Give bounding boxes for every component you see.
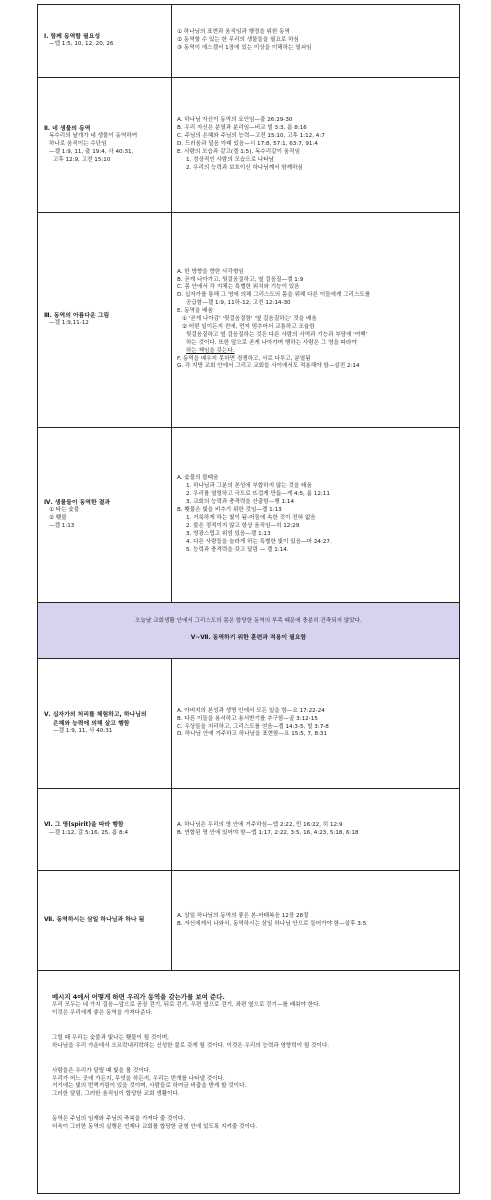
section-3-point: G. 각 지방 교회 안에서 그리고 교회들 사이에서도 적용해야 함—살전 2:14 bbox=[177, 363, 360, 370]
section-6-heading-cell bbox=[38, 789, 172, 870]
section-3-content-cell bbox=[172, 213, 459, 427]
section-1-title: Ⅰ. 함께 동역할 필요성 bbox=[44, 33, 101, 40]
section-2-point: C. 주님의 은혜와 주님의 능력—고전 15:10, 고후 1:12, 4:7 bbox=[177, 133, 325, 140]
section-2-reference: 고후 12:9, 고전 15:10 bbox=[53, 157, 111, 163]
section-2-point: E. 사람의 모습과 같고(겔 1:5), 독수리같이 움직임 bbox=[177, 148, 300, 155]
section-3-point: D. 십자가를 통해 그 영에 의해 그리스도의 몸을 위해 다른 이들에게 그리스도를 bbox=[177, 292, 371, 299]
section-row-2 bbox=[38, 78, 459, 213]
section-3-subpoint-continued: 뒷걸음질하고 옆 걸음질하는 것은 다른 사람의 사역과 기능과 부담에 '여백' bbox=[186, 331, 368, 338]
section-4-heading-cell bbox=[38, 428, 172, 602]
section-4-subpoint: 1. 거룩하게 하는 빛이 됨-어둠에 속한 것이 전혀 없음 bbox=[186, 515, 316, 521]
section-6-reference: —겔 1:12, 갈 5:16, 25, 롬 8:4 bbox=[49, 829, 129, 836]
closing-line: 사람들은 우리가 달릴 때 빛을 볼 것이다. bbox=[52, 1067, 151, 1074]
closing-line: 동역은 주님의 임재와 주님의 축복을 가져다 줄 것이다. bbox=[52, 1116, 186, 1123]
section-3-point: A. 한 방향을 향한 사각형임 bbox=[177, 268, 244, 275]
section-5-point: D. 하나님 안에 거주하고 하나님을 표현함—요 15:5, 7, 8:31 bbox=[177, 731, 328, 738]
section-row-5 bbox=[38, 659, 459, 789]
section-6-point: B. 연합된 영 안에 있어야 함—엡 1:17, 2:22, 3:5, 16, 4:23, 5:18, 6:18 bbox=[177, 829, 359, 836]
closing-line: 우리 모두는 네 가지 걸음—앞으로 곧장 걷기, 뒤로 걷기, 우편 옆으로 걷기, 좌편 옆으로 걷기—를 배워야 한다. bbox=[52, 1002, 321, 1008]
section-3-reference: —겔 1:9,11-12 bbox=[49, 320, 89, 327]
section-2-reference: —겔 1:9, 11, 출 19:4, 사 40:31, bbox=[49, 149, 134, 156]
section-1-point: ② 동역할 수 있는 한 무리의 생물들을 필요로 하심 bbox=[177, 37, 299, 44]
section-3-subpoint: ② 어떤 일이든지 전에, 먼저 멈추어서 교통하고 조율함 bbox=[182, 323, 315, 330]
section-4-subpoint: 5. 능력과 충격력을 갖고 달림 — 겔 1:14. bbox=[186, 546, 289, 553]
section-5-heading-cell bbox=[38, 659, 172, 788]
section-2-heading-cell bbox=[38, 78, 172, 212]
summary-banner bbox=[38, 603, 459, 659]
section-7-content-cell bbox=[172, 871, 459, 970]
section-2-point: B. 우리 자신은 분열과 분리임—비교 빌 3:3, 롬 8:16 bbox=[177, 125, 307, 132]
section-4-subpoint: 1. 하나님과 그분의 본성에 부합하지 않는 것을 태움 bbox=[186, 483, 312, 490]
section-5-reference: —겔 1:9, 11, 사 40:31 bbox=[53, 727, 113, 734]
section-row-1 bbox=[38, 5, 459, 78]
section-7-point: A. 삼일 하나님의 동역의 좋은 본-마태복음 12장 28절 bbox=[177, 912, 309, 919]
section-1-heading-cell bbox=[38, 5, 172, 77]
section-7-heading-cell bbox=[38, 871, 172, 970]
section-4-subpoint: 3. 교회의 능력과 충격력을 산출함—행 1:14 bbox=[186, 499, 295, 506]
section-7-point: B. 자신에게서 나와서, 동역하시는 삼일 하나님 안으로 들어가야 함—살후 3:5 bbox=[177, 920, 367, 927]
closing-line: 하나님을 우리 가운데서 오르락내리락하는 신성한 불로 갖게 될 것이다. 이것은 우리의 능력과 영향력이 될 것이다. bbox=[52, 1042, 330, 1049]
section-row-6 bbox=[38, 789, 459, 871]
section-6-title: Ⅵ. 그 영(spirit)을 따라 행함 bbox=[44, 822, 124, 829]
section-5-point: A. 아버지의 본성과 생명 안에서 모든 일을 함—요 17:22-24 bbox=[177, 707, 325, 714]
section-4-subpoint: 3. 영광스럽고 위엄 있음—겔 1:13 bbox=[186, 530, 271, 537]
section-3-subpoint-continued: 하는 것이다. 또한 앞으로 곧게 나아가며 행하는 사람은 그 영을 따라야 bbox=[186, 339, 357, 346]
closing-line: 더욱이 그러한 동역의 실행은 언제나 교회를 합당한 균형 안에 있도록 지켜줄 것이다. bbox=[52, 1124, 258, 1131]
section-4-point: B. 횃불은 빛을 비추기 위한 것임—겔 1:13 bbox=[177, 507, 282, 514]
section-5-content-cell bbox=[172, 659, 459, 788]
section-5-point: C. 우상들을 처리하고, 그리스도를 얻음—겔 14:3-5, 빌 3:7-8 bbox=[177, 723, 329, 730]
section-1-point: ① 하나님의 표현과 움직임과 행정을 위한 동역 bbox=[177, 29, 290, 36]
section-2-note: 독수리의 날개가 네 생물이 동역하여 bbox=[49, 133, 138, 140]
banner-statement: 오늘날 교회생활 안에서 그리스도의 몸은 합당한 동역의 부족 때문에 충분히 건축되지 않았다. bbox=[135, 618, 362, 625]
section-4-subpoint: 2. 불은 정적이지 않고 항상 움직임—히 12:29 bbox=[186, 522, 300, 529]
closing-line: 우리가 어느 곳에 가든지, 무엇을 하든지, 우리는 번개를 나타낼 것이다. bbox=[52, 1075, 225, 1082]
section-3-subpoint: ① '곧게 나아감' '뒷걸음질함' '옆 걸음질하는' 것을 배움 bbox=[182, 316, 317, 323]
section-6-content-cell bbox=[172, 789, 459, 870]
section-1-point: ③ 동역이 에스겔서 1장에 있는 이상을 이해하는 열쇠임 bbox=[177, 44, 312, 51]
section-row-3 bbox=[38, 213, 459, 428]
section-4-point: A. 숯불의 불태움 bbox=[177, 475, 219, 482]
section-4-subpoint: 2. 우리를 열렬하고 극도로 뜨겁게 만듦—게 4:5, 롬 12:11 bbox=[186, 491, 330, 498]
section-5-title-continued: 은혜와 능력에 의해 살고 행함 bbox=[53, 720, 130, 727]
section-2-note: 하나로 움직이는 수단임 bbox=[49, 141, 107, 148]
section-7-title: Ⅶ. 동역하시는 삼일 하나님과 하나 됨 bbox=[44, 917, 145, 924]
section-2-content-cell bbox=[172, 78, 459, 212]
section-2-point: D. 드러움과 덮음 아래 있음—시 17:8, 57:1, 63:7, 91:4 bbox=[177, 141, 318, 148]
section-4-reference: —겔 1:13 bbox=[49, 523, 75, 530]
section-6-point: A. 하나님은 우리의 영 안에 거주하심—엡 2:22, 민 16:22, 히 12:9 bbox=[177, 821, 343, 828]
closing-line: 이것은 우리에게 좋은 동역을 가져다준다. bbox=[52, 1009, 153, 1016]
closing-message bbox=[38, 971, 459, 1193]
section-row-4 bbox=[38, 428, 459, 603]
section-2-subpoint: 2. 우리의 능력과 보호이신 하나님께서 함께하심 bbox=[186, 164, 303, 171]
section-1-reference: —엡 1:5, 10, 12, 20, 26 bbox=[49, 41, 114, 48]
closing-heading: 메시지 4에서 어떻게 하면 우리가 동역을 갖는가를 보여 준다. bbox=[52, 993, 225, 1001]
closing-line: 거기에는 빛의 번쩍거림이 있을 것이며, 사람들로 하여금 비춤을 받게 할 것이다. bbox=[52, 1083, 247, 1090]
section-1-content-cell bbox=[172, 5, 459, 77]
closing-line: 그럴 때 우리는 숯불과 빛나는 횃불이 될 것이며, bbox=[52, 1034, 169, 1041]
section-5-point: B. 다른 이들을 용서하고 용서받기를 추구함—골 3:12-15 bbox=[177, 715, 318, 722]
section-4-item: ① 타는 숯불 bbox=[49, 507, 80, 514]
closing-line: 그러한 달림, 그러한 움직임이 합당한 교회 생활이다. bbox=[52, 1091, 180, 1098]
section-3-point: C. 몸 안에서 각 지체는 특별한 위치와 기능이 있음 bbox=[177, 284, 300, 291]
outline-table bbox=[37, 4, 460, 1194]
section-3-point: F. 동역을 배우지 못하면 경쟁하고, 서로 다투고, 분열됨 bbox=[177, 355, 311, 362]
section-2-title: Ⅱ. 네 생물의 동역 bbox=[44, 126, 91, 133]
banner-heading: Ⅴ~Ⅶ. 동역하기 위한 훈련과 적용이 필요함 bbox=[190, 635, 307, 642]
section-2-point: A. 하나님 자신이 동역의 요인임—출 26:29-30 bbox=[177, 117, 293, 124]
section-4-subpoint: 4. 다른 사람들을 놀라게 하는 특별한 빛이 있음—마 24:27. bbox=[186, 538, 332, 545]
section-3-point-continued: 공급함—겔 1:9, 11하-12, 고전 12:14-30 bbox=[186, 300, 291, 307]
section-5-title: Ⅴ. 십자가의 처리를 체험하고, 하나님의 bbox=[44, 712, 147, 719]
section-2-subpoint: 1. 정상적인 사람의 모습으로 나타남 bbox=[186, 156, 275, 163]
section-3-point: B. 곧게 나아가고, 뒷걸음질하고, 옆 걸음질—겔 1:9 bbox=[177, 276, 304, 283]
section-row-7 bbox=[38, 871, 459, 971]
section-4-content-cell bbox=[172, 428, 459, 602]
section-3-point: E. 동역을 배움 bbox=[177, 308, 213, 315]
section-3-heading-cell bbox=[38, 213, 172, 427]
section-3-subpoint-continued: 하는 책임을 갖는다. bbox=[186, 347, 235, 354]
section-4-title: Ⅳ. 생물들이 동역한 결과 bbox=[44, 500, 111, 507]
section-3-title: Ⅲ. 동역의 아름다운 그림 bbox=[44, 312, 110, 319]
section-4-item: ② 횃불 bbox=[49, 515, 67, 522]
